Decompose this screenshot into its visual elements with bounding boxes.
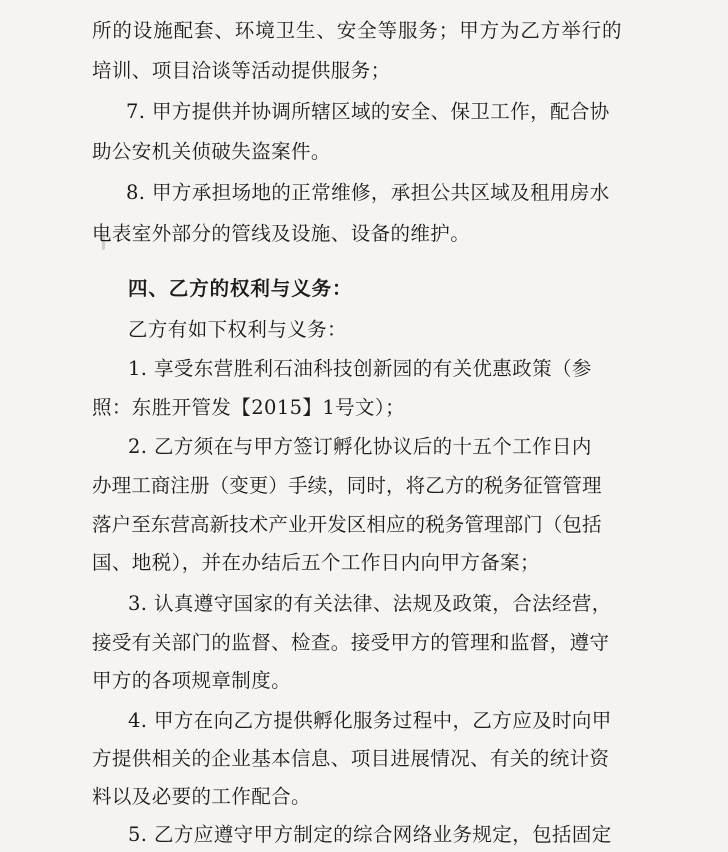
- text-line: 7. 甲方提供并协调所辖区域的安全、保卫工作，配合协: [126, 100, 610, 123]
- text-line: 所的设施配套、环境卫生、安全等服务；甲方为乙方举行的: [92, 19, 623, 42]
- text-line: 3. 认真遵守国家的有关法律、法规及政策，合法经营，: [128, 592, 612, 615]
- text-line: 2. 乙方须在与甲方签订孵化协议后的十五个工作日内: [128, 435, 592, 458]
- text-line: 接受有关部门的监督、检查。接受甲方的管理和监督，遵守: [92, 631, 610, 654]
- section-heading: 四、乙方的权利与义务：: [128, 277, 353, 300]
- text-line: 电表室外部分的管线及设施、设备的维护。: [92, 222, 471, 245]
- text-line: 1. 享受东营胜利石油科技创新园的有关优惠政策（参: [128, 357, 592, 380]
- text-line: 8. 甲方承担场地的正常维修，承担公共区域及租用房水: [126, 181, 610, 204]
- text-line: 照：东胜开管发【2015】1号文）；: [92, 396, 405, 419]
- text-line: 5. 乙方应遵守甲方制定的综合网络业务规定，包括固定: [128, 823, 612, 846]
- text-line: 方提供相关的企业基本信息、项目进展情况、有关的统计资: [92, 747, 610, 770]
- text-line: 国、地税），并在办结后五个工作日内向甲方备案；: [92, 551, 540, 574]
- text-line: 办理工商注册（变更）手续，同时，将乙方的税务征管管理: [92, 474, 602, 497]
- text-line: 4. 甲方在向乙方提供孵化服务过程中，乙方应及时向甲: [128, 709, 612, 732]
- text-line: 助公安机关侦破失盗案件。: [92, 140, 331, 163]
- text-line: 培训、项目洽谈等活动提供服务；: [92, 59, 391, 82]
- text-line: 落户至东营高新技术产业开发区相应的税务管理部门（包括: [92, 513, 602, 536]
- text-line: 甲方的各项规章制度。: [92, 669, 292, 692]
- text-line: 乙方有如下权利与义务：: [128, 318, 347, 341]
- text-line: 料以及必要的工作配合。: [92, 785, 311, 808]
